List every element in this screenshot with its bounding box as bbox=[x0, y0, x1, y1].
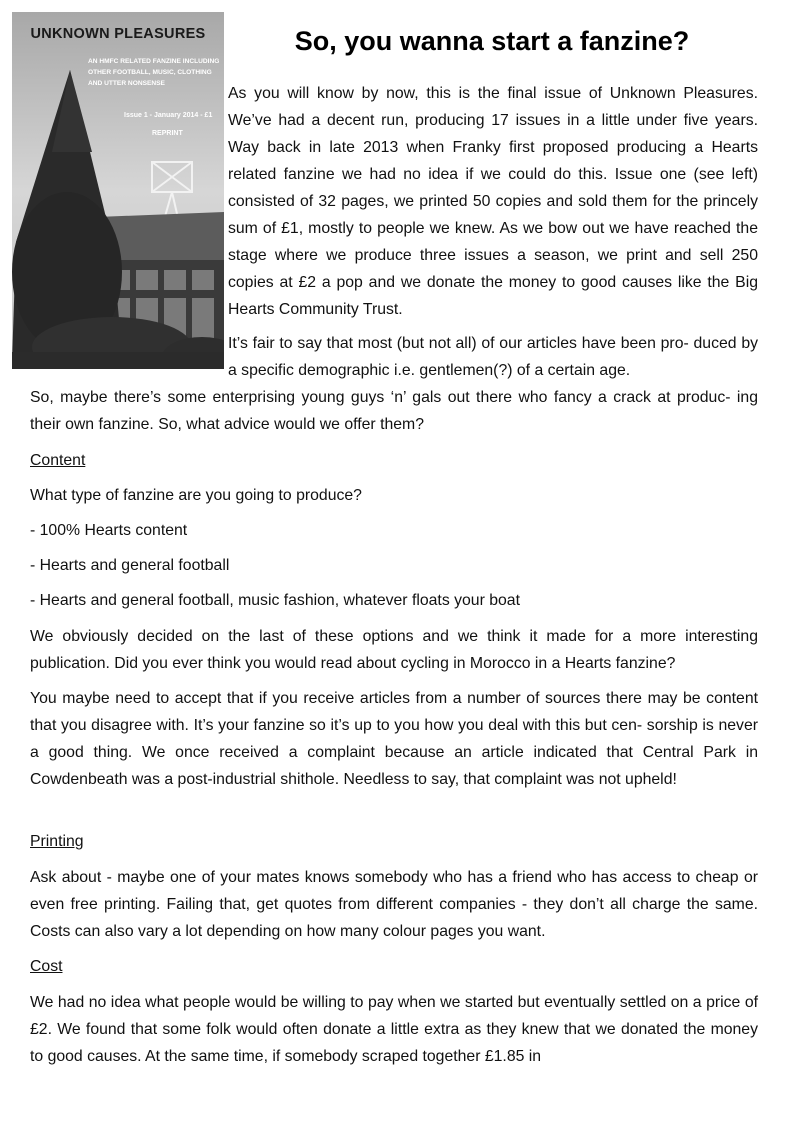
content-question: What type of fanzine are you going to produce? bbox=[30, 487, 362, 504]
printing-paragraph-1: Ask about - maybe one of your mates knows somebody who has a friend who has access to cheap or even free printing. Failing that, get quotes from different companies - they don’t all charge the same. Costs can also vary a lot depending on how many colour pages you want. bbox=[30, 869, 758, 940]
cost-paragraph-1: We had no idea what people would be willing to pay when we started but eventually settled on a price of £2. We found that some folk would often donate a little extra as they knew that we donated the money to good causes. At the same time, if somebody scraped together £1.85 in bbox=[30, 994, 758, 1065]
cover-issue: Issue 1 - January 2014 - £1 bbox=[124, 112, 213, 119]
intro-paragraph-1: As you will know by now, this is the final issue of Unknown Pleasures. We’ve had a decent run, producing 17 issues in a little under five years. Way back in late 2013 when Franky first proposed producing a Hearts related fanzine we had no idea if we could do this. Issue one (see left) consisted of 32 pages, we printed 50 copies and sold them for the princely sum of £1, mostly to people we knew. As we bow out we have reached the stage where we produce three issues a season, we print and sell 250 copies at £2 a pop and we donate the money to good causes like the Big Hearts Community Trust. bbox=[228, 85, 758, 318]
cover-image bbox=[12, 12, 224, 369]
section-heading-cost: Cost bbox=[30, 958, 63, 975]
content-paragraph-1: We obviously decided on the last of these options and we think it made for a more interesting publication. Did you ever think you would read about cycling in Morocco in a Hearts fanzine? bbox=[30, 628, 758, 672]
intro-paragraph-2a: It’s fair to say that most (but not all) of our articles have been pro- duced by a specific demographic i.e. gentlemen(?) of a certain age. bbox=[228, 335, 758, 379]
content-option-3: - Hearts and general football, music fashion, whatever floats your boat bbox=[30, 592, 520, 609]
section-heading-content: Content bbox=[30, 452, 86, 469]
cover-reprint: REPRINT bbox=[152, 130, 183, 137]
cover-subtitle: AN HMFC RELATED FANZINE INCLUDING OTHER FOOTBALL, MUSIC, CLOTHING AND UTTER NONSENSE bbox=[88, 58, 220, 87]
content-option-2: - Hearts and general football bbox=[30, 557, 230, 574]
intro-paragraph-2b: So, maybe there’s some enterprising young guys ‘n’ gals out there who fancy a crack at produc- ing their own fanzine. So, what advice would we offer them? bbox=[30, 389, 758, 433]
content-option-1: - 100% Hearts content bbox=[30, 522, 188, 539]
section-heading-printing: Printing bbox=[30, 833, 84, 850]
cover-title: UNKNOWN PLEASURES bbox=[30, 26, 206, 42]
content-paragraph-2: You maybe need to accept that if you receive articles from a number of sources there may be content that you disagree with. It’s your fanzine so it’s up to you how you deal with this but cen- sorship is never a good thing. We once received a complaint because an article indicated that Central Park in Cowdenbeath was a post-industrial shithole. Needless to say, that complaint was not upheld! bbox=[30, 690, 758, 788]
page-title: So, you wanna start a fanzine? bbox=[294, 26, 690, 56]
